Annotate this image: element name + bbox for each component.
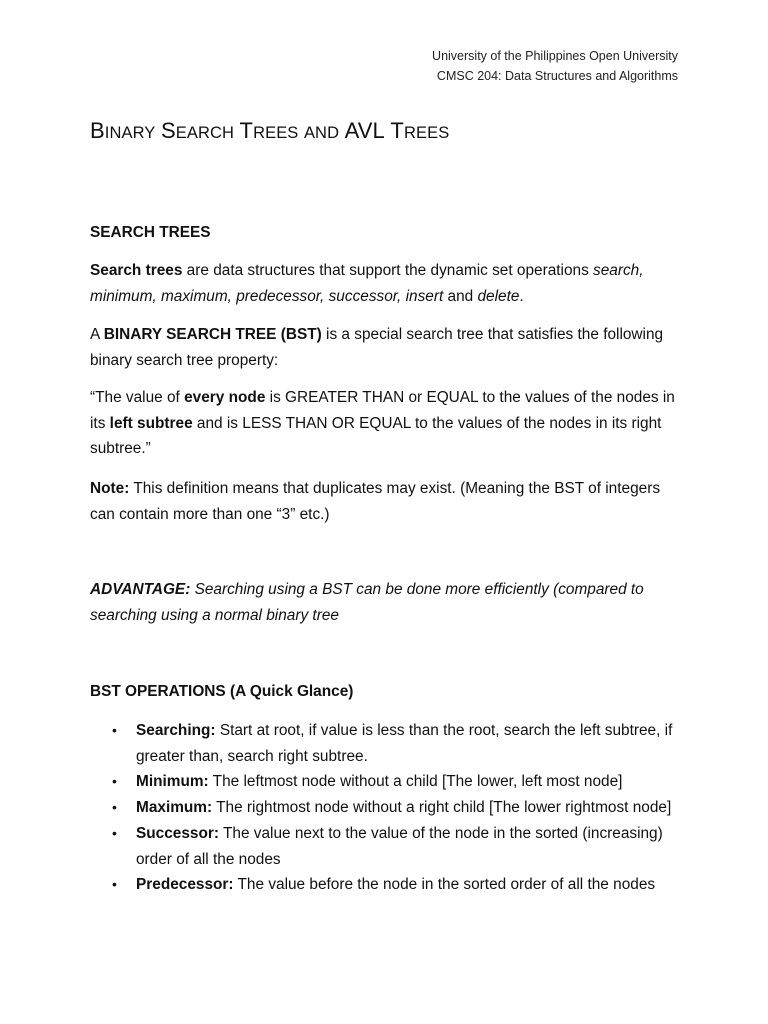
operation-desc: The rightmost node without a right child [The lower rightmost node] bbox=[212, 799, 672, 817]
title-part: EARCH bbox=[175, 124, 234, 142]
operation-desc: The value before the node in the sorted order of all the nodes bbox=[233, 876, 656, 894]
text-run: is a special search tree that satisfies the following binary search tree property: bbox=[90, 326, 664, 369]
bullet-icon: • bbox=[112, 876, 117, 893]
title-part: T bbox=[390, 118, 404, 143]
note-paragraph bbox=[90, 476, 680, 527]
operation-desc: The value next to the value of the node in the sorted (increasing) order of all the nodes bbox=[136, 824, 663, 868]
bold-term: every node bbox=[184, 389, 266, 406]
section-heading-bst-operations: BST OPERATIONS (A Quick Glance) bbox=[90, 683, 354, 700]
title-part: INARY bbox=[104, 124, 156, 142]
header-course: CMSC 204: Data Structures and Algorithms bbox=[436, 69, 678, 83]
header-university: University of the Philippines Open University bbox=[432, 49, 678, 63]
title-part: AND bbox=[303, 124, 340, 142]
text-run: . bbox=[519, 287, 524, 305]
text-run: This definition means that duplicates may exist. (Meaning the BST of integers can contain more than one “3” etc.) bbox=[90, 480, 661, 523]
operation-term: Maximum: bbox=[136, 799, 213, 817]
paragraph-search-trees bbox=[90, 258, 680, 309]
italic-run: search, minimum, maximum, predecessor, successor, insert bbox=[90, 262, 644, 305]
text-run: and is LESS THAN OR EQUAL to the values of the nodes in its right subtree.” bbox=[90, 414, 662, 458]
page-title bbox=[90, 118, 449, 144]
bold-term: BINARY SEARCH TREE (BST) bbox=[103, 326, 322, 343]
title-part: B bbox=[90, 118, 105, 143]
italic-run: Searching using a BST can be done more efficiently (compared to searching using a normal binary tree bbox=[90, 581, 644, 624]
section-heading-search-trees: SEARCH TREES bbox=[90, 224, 211, 241]
advantage-paragraph bbox=[90, 577, 680, 628]
bullet-icon: • bbox=[112, 799, 117, 816]
bullet-icon: • bbox=[112, 773, 117, 790]
italic-run: delete bbox=[477, 287, 520, 305]
note-label: Note: bbox=[90, 480, 130, 497]
list-item bbox=[90, 769, 690, 795]
advantage-label: ADVANTAGE: bbox=[90, 581, 191, 598]
operation-term: Successor: bbox=[136, 824, 219, 842]
bullet-icon: • bbox=[112, 722, 117, 738]
text-run: is GREATER THAN or EQUAL to the values of the nodes in its bbox=[90, 389, 675, 432]
text-run: and bbox=[443, 287, 478, 305]
operations-list bbox=[90, 718, 690, 898]
list-item bbox=[90, 718, 690, 769]
operation-desc: Start at root, if value is less than the root, search the left subtree, if greater than, search right subtree. bbox=[136, 722, 673, 765]
operation-term: Minimum: bbox=[136, 773, 209, 791]
bold-term: left subtree bbox=[109, 414, 193, 432]
title-part: T bbox=[239, 118, 254, 143]
operation-term: Predecessor: bbox=[136, 876, 234, 894]
bold-term: Search trees bbox=[90, 262, 183, 279]
list-item bbox=[90, 872, 690, 898]
title-part: REES bbox=[403, 124, 450, 142]
operation-term: Searching: bbox=[136, 722, 216, 739]
title-part: REES bbox=[253, 124, 299, 142]
title-part: S bbox=[160, 118, 176, 143]
bst-property-quote bbox=[90, 385, 680, 462]
operation-desc: The leftmost node without a child [The lower, left most node] bbox=[208, 773, 623, 791]
bullet-icon: • bbox=[112, 824, 117, 841]
document-header bbox=[432, 46, 678, 86]
text-run: “The value of bbox=[90, 389, 185, 406]
list-item bbox=[90, 821, 690, 872]
text-run: A bbox=[90, 326, 104, 343]
text-run: are data structures that support the dynamic set operations bbox=[182, 262, 594, 279]
list-item bbox=[90, 795, 690, 821]
paragraph-bst-definition bbox=[90, 322, 680, 373]
title-part: AVL bbox=[344, 118, 385, 143]
